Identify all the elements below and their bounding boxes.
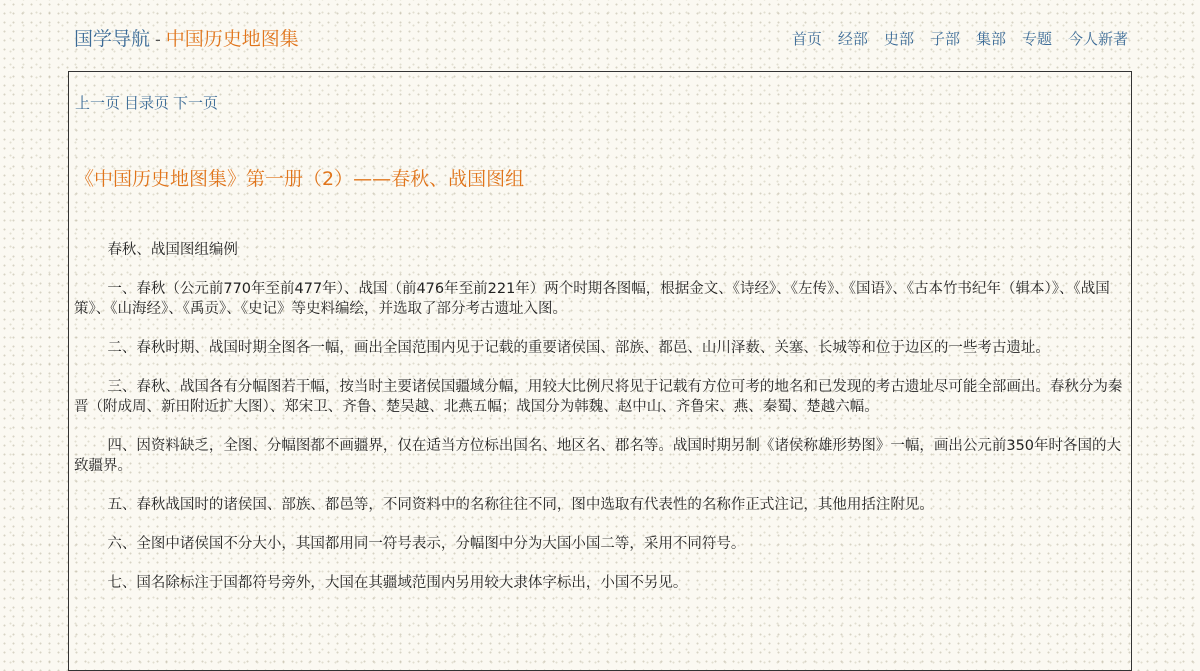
- nav-topics[interactable]: 专题: [1021, 30, 1052, 48]
- toc-link[interactable]: 目录页: [124, 94, 170, 112]
- paragraph: 二、春秋时期、战国时期全图各一幅，画出全国范围内见于记载的重要诸侯国、部族、都邑、山川泽薮、关塞、长城等和位于边区的一些考古遗址。: [107, 340, 1050, 356]
- paragraph: 一、春秋（公元前770年至前477年）、战国（前476年至前221年）两个时期各图幅，根据金文、《诗经》、《左传》、《国语》、《古本竹书纪年（辑本）》、《战国策》、《山海经》、《禹贡》、《史记》等史料编绘，并选取了部分考古遗址入图。: [74, 281, 1110, 317]
- site-name-link[interactable]: 国学导航: [74, 28, 151, 50]
- page-title: 《中国历史地图集》第一册（2）——春秋、战国图组: [75, 168, 525, 190]
- book-title: 中国历史地图集: [165, 28, 299, 50]
- paragraph: 六、全图中诸侯国不分大小，其国都用同一符号表示，分幅图中分为大国小国二等，采用不同符号。: [107, 536, 746, 552]
- pager: [75, 93, 222, 113]
- content-box: [68, 71, 1132, 671]
- paragraph: 七、国名除标注于国都符号旁外，大国在其疆域范围内另用较大隶体字标出，小国不另见。: [107, 575, 688, 591]
- main-nav: [792, 29, 1128, 49]
- site-header: [0, 0, 1200, 70]
- nav-zi[interactable]: 子部: [929, 30, 960, 48]
- article-body: [74, 240, 1128, 612]
- paragraph-heading: 春秋、战国图组编例: [107, 242, 238, 258]
- nav-shi[interactable]: 史部: [883, 30, 914, 48]
- nav-home[interactable]: 首页: [791, 30, 822, 48]
- paragraph: 五、春秋战国时的诸侯国、部族、都邑等，不同资料中的名称往往不同，图中选取有代表性的名称作正式注记，其他用括注附见。: [107, 497, 934, 513]
- title-separator: -: [155, 30, 161, 49]
- nav-modern[interactable]: 今人新著: [1067, 30, 1128, 48]
- nav-jing[interactable]: 经部: [837, 30, 868, 48]
- site-title: [74, 27, 299, 52]
- paragraph: 四、因资料缺乏，全图、分幅图都不画疆界，仅在适当方位标出国名、地区名、郡名等。战国时期另制《诸侯称雄形势图》一幅，画出公元前350年时各国的大致疆界。: [74, 438, 1122, 474]
- paragraph: 三、春秋、战国各有分幅图若干幅，按当时主要诸侯国疆域分幅，用较大比例尺将见于记载有方位可考的地名和已发现的考古遗址尽可能全部画出。春秋分为秦晋（附成周、新田附近扩大图）、郑宋卫、齐鲁、楚吴越、北燕五幅；战国分为韩魏、赵中山、齐鲁宋、燕、秦蜀、楚越六幅。: [74, 379, 1123, 415]
- prev-page-link[interactable]: 上一页: [75, 94, 121, 112]
- nav-ji[interactable]: 集部: [975, 30, 1006, 48]
- next-page-link[interactable]: 下一页: [173, 94, 219, 112]
